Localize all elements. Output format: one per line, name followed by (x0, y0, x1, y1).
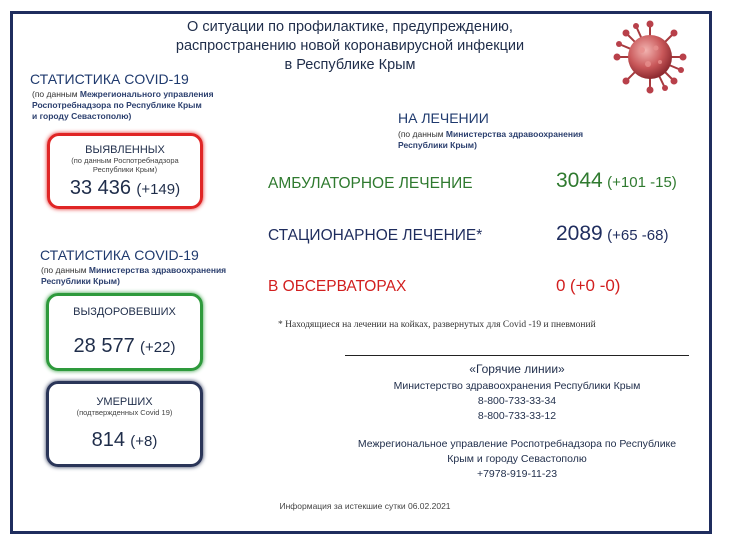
detected-label: ВЫЯВЛЕННЫХ (85, 144, 165, 156)
stat-mz-heading: СТАТИСТИКА COVID-19 (40, 247, 199, 263)
treatment-row-outpatient-value (556, 169, 677, 193)
source-org-line2: Республики Крым) (398, 140, 477, 150)
hotlines-org2-line2: Крым и городу Севастополю (447, 453, 587, 465)
treatment-row-inpatient-label: СТАЦИОНАРНОЕ ЛЕЧЕНИЕ* (268, 227, 483, 244)
observatory-count: 0 (556, 276, 566, 295)
source-org-line3: и городу Севастополю) (32, 111, 132, 121)
died-delta: (+8) (130, 433, 158, 450)
hotlines-phone2: 8-800-733-33-12 (477, 410, 557, 422)
coronavirus-icon (608, 18, 692, 96)
title-line-3: в Республике Крым (284, 57, 416, 73)
detected-source-line1: (по данным Роспотребнадзора (71, 156, 179, 165)
detected-delta: (+149) (136, 181, 181, 198)
inpatient-count: 2089 (556, 222, 603, 245)
observatory-delta: (+0 -0) (569, 276, 621, 295)
died-sublabel: (подтвержденных Covid 19) (76, 408, 173, 417)
treatment-row-observatory-value (556, 276, 620, 296)
died-count: 814 (91, 429, 125, 451)
treatment-source (398, 129, 583, 151)
title-line-1: О ситуации по профилактике, предупреждению, (187, 19, 513, 35)
detected-value (50, 177, 200, 200)
hotlines-org1: Министерство здравоохранения Республики Крым (393, 380, 641, 392)
source-prefix: (по данным (398, 129, 446, 139)
source-org-line2: Роспотребнадзора по Республике Крым (32, 100, 202, 110)
divider (345, 355, 689, 356)
stat-rpn-heading: СТАТИСТИКА COVID-19 (30, 71, 189, 87)
recovered-card (46, 293, 203, 371)
treatment-heading: НА ЛЕЧЕНИИ (398, 110, 489, 126)
treatment-row-observatory-label: В ОБСЕРВАТОРАХ (268, 278, 407, 295)
hotlines-title: «Горячие линии» (469, 362, 565, 376)
title-line-2: распространению новой коронавирусной инфекции (175, 38, 525, 54)
recovered-value (49, 335, 200, 358)
source-prefix: (по данным (41, 265, 89, 275)
detected-source-line2: Республики Крым) (92, 165, 158, 174)
source-org: Министерства здравоохранения (445, 129, 584, 139)
hotlines-org2-line1: Межрегиональное управление Роспотребнадзора по Республике (357, 438, 677, 450)
page-title (130, 18, 570, 75)
died-value (49, 429, 200, 452)
died-card (46, 381, 203, 467)
source-org-line2: Республики Крым) (41, 276, 120, 286)
source-org: Межрегионального управления (79, 89, 214, 99)
recovered-delta: (+22) (140, 339, 176, 356)
died-label: УМЕРШИХ (96, 396, 153, 408)
detected-count: 33 436 (69, 177, 132, 199)
source-org: Министерства здравоохранения (88, 265, 227, 275)
outpatient-delta: (+101 -15) (607, 174, 677, 191)
stat-rpn-source (32, 89, 214, 122)
footer-date: Информация за истекшие сутки 06.02.2021 (279, 501, 451, 511)
outpatient-count: 3044 (556, 169, 603, 192)
source-prefix: (по данным (32, 89, 80, 99)
treatment-row-inpatient-value (556, 222, 668, 246)
hotlines-phone3: +7978-919-11-23 (476, 468, 558, 480)
detected-card (47, 133, 203, 209)
inpatient-delta: (+65 -68) (607, 227, 669, 244)
recovered-label: ВЫЗДОРОВЕВШИХ (73, 306, 176, 318)
treatment-row-outpatient-label: АМБУЛАТОРНОЕ ЛЕЧЕНИЕ (268, 175, 473, 192)
footnote: * Находящиеся на лечении на койках, развернутых для Covid -19 и пневмоний (278, 320, 596, 330)
hotlines-phone1: 8-800-733-33-34 (477, 395, 557, 407)
stat-mz-source (41, 265, 226, 287)
recovered-count: 28 577 (73, 335, 135, 357)
